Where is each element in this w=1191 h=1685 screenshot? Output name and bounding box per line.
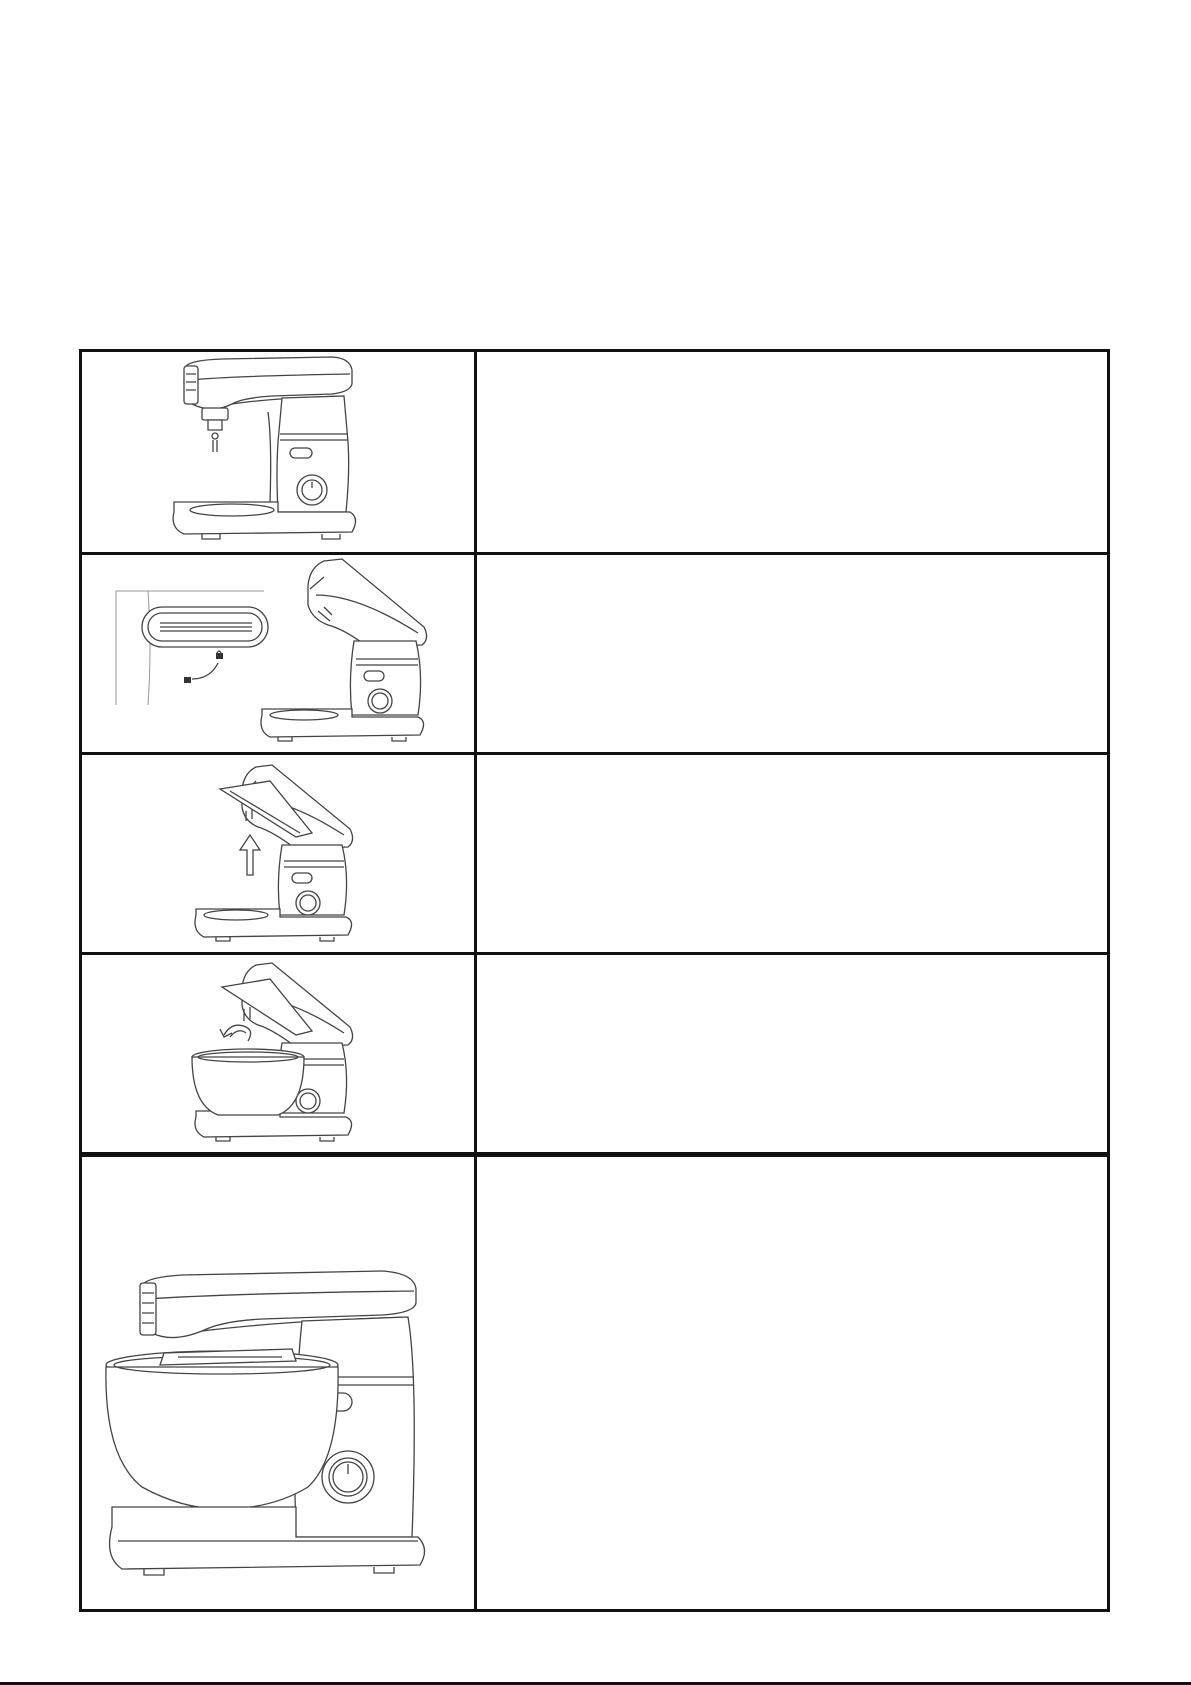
stand-mixer-with-bowl-icon — [82, 1157, 474, 1609]
step-row-3 — [82, 752, 1107, 952]
step-row-2 — [82, 552, 1107, 752]
step-1-text — [477, 352, 1107, 552]
stand-mixer-head-down-icon — [82, 352, 474, 549]
step-1-illustration-cell — [82, 352, 477, 552]
step-4-illustration-cell — [82, 955, 477, 1152]
step-5-text — [477, 1157, 1107, 1609]
step-4-text — [477, 955, 1107, 1152]
step-2-text — [477, 555, 1107, 752]
step-row-5 — [82, 1152, 1107, 1609]
step-row-4 — [82, 952, 1107, 1152]
step-5-illustration-cell — [82, 1157, 477, 1609]
step-3-illustration-cell — [82, 755, 477, 952]
step-2-illustration-cell — [82, 555, 477, 752]
step-row-1 — [82, 352, 1107, 552]
lock-release-lever-and-tilted-mixer-icon — [82, 555, 474, 752]
tilted-mixer-bowl-rotate-icon — [82, 955, 474, 1152]
instruction-table — [79, 349, 1110, 1612]
tilted-mixer-lift-arrow-icon — [82, 755, 474, 952]
step-3-text — [477, 755, 1107, 952]
